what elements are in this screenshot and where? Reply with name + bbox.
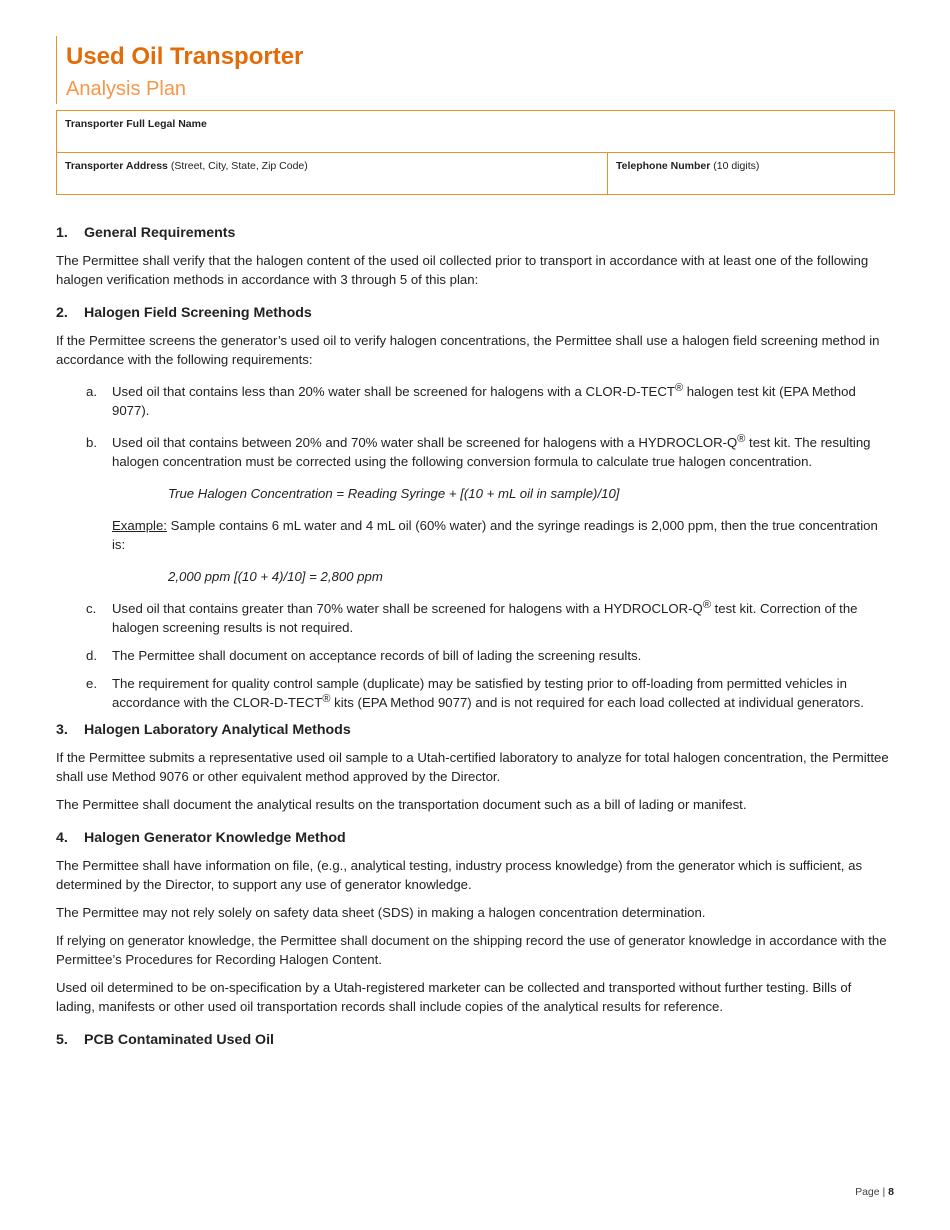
section-title: Halogen Laboratory Analytical Methods: [84, 722, 351, 738]
list-item-text: Used oil that contains less than 20% water shall be screened for halogens with a CLOR-D-TECT® halogen test kit (EPA Method 9077).: [112, 382, 856, 418]
transporter-address-field[interactable]: [57, 153, 608, 195]
telephone-number-label: Telephone Number: [616, 160, 711, 172]
registered-mark: ®: [674, 382, 684, 394]
section-number: 1.: [56, 225, 68, 241]
paragraph: Used oil determined to be on-specification by a Utah-registered marketer can be collected and transported without further testing. Bills of lading, manifests or other used oil transportation records shall include copies of the analytical results for reference.: [56, 980, 852, 1014]
example-formula: 2,000 ppm [(10 + 4)/10] = 2,800 ppm: [168, 569, 383, 584]
section-heading-pcb-contaminated: [56, 1029, 891, 1051]
example-text: Sample contains 6 mL water and 4 mL oil (60% water) and the syringe readings is 2,000 ppm, then the true concentration is:: [112, 518, 878, 552]
telephone-number-hint: (10 digits): [713, 160, 760, 172]
example-paragraph: [56, 516, 891, 554]
list-item-text: Used oil that contains greater than 70% water shall be screened for halogens with a HYDROCLOR-Q® test kit. Correction of the halogen screening results is not required.: [112, 599, 858, 635]
telephone-number-field[interactable]: [608, 153, 895, 195]
section-heading-generator-knowledge: [56, 827, 891, 849]
registered-mark: ®: [737, 433, 746, 445]
section-heading-general-requirements: [56, 222, 891, 244]
paragraph: The Permittee shall document the analytical results on the transportation document such as a bill of lading or manifest.: [56, 797, 747, 812]
list-letter: c.: [86, 601, 97, 616]
list-item-text: The Permittee shall document on acceptance records of bill of lading the screening results.: [112, 648, 642, 663]
paragraph: The Permittee shall have information on file, (e.g., analytical testing, industry process knowledge) from the generator which is sufficient, as determined by the Director, to support any use of generator knowledge.: [56, 858, 863, 892]
paragraph: If the Permittee screens the generator’s used oil to verify halogen concentrations, the Permittee shall use a halogen field screening method in accordance with the following requirements:: [56, 333, 880, 367]
list-letter: b.: [86, 435, 97, 450]
document-title: Used Oil Transporter: [66, 43, 304, 70]
list-item-c: [56, 599, 891, 637]
section-title: General Requirements: [84, 225, 236, 241]
list-item-b: [56, 433, 891, 471]
page-footer: [855, 1186, 894, 1198]
paragraph: If the Permittee submits a representative used oil sample to a Utah-certified laboratory to analyze for total halogen concentration, the Permittee shall use Method 9076 or other equivalent method approved by the Director.: [56, 750, 889, 784]
list-letter: a.: [86, 384, 97, 399]
title-block: [56, 36, 303, 104]
paragraph: If relying on generator knowledge, the Permittee shall document on the shipping record the use of generator knowledge in accordance with the Permittee’s Procedures for Recording Halogen Content.: [56, 933, 887, 967]
paragraph: The Permittee may not rely solely on safety data sheet (SDS) in making a halogen concentration determination.: [56, 905, 706, 920]
list-item-a: [56, 382, 891, 420]
section-title: PCB Contaminated Used Oil: [84, 1032, 274, 1048]
registered-mark: ®: [322, 693, 331, 705]
paragraph: The Permittee shall verify that the halogen content of the used oil collected prior to transport in accordance with at least one of the following halogen verification methods in accordance with 3 through 5 of this plan:: [56, 253, 869, 287]
section-title: Halogen Field Screening Methods: [84, 305, 312, 321]
section-heading-halogen-field-screening: [56, 302, 891, 324]
list-letter: e.: [86, 676, 97, 691]
conversion-formula: True Halogen Concentration = Reading Syringe + [(10 + mL oil in sample)/10]: [168, 486, 620, 501]
section-heading-laboratory-methods: [56, 719, 891, 741]
section-number: 4.: [56, 830, 68, 846]
page-label: Page |: [855, 1186, 886, 1198]
document-subtitle: Analysis Plan: [66, 78, 187, 100]
example-label: Example:: [112, 518, 167, 533]
page-number: 8: [888, 1186, 894, 1198]
transporter-address-hint: (Street, City, State, Zip Code): [170, 160, 308, 172]
document-body: [56, 222, 891, 1051]
section-number: 5.: [56, 1032, 68, 1048]
list-item-text: Used oil that contains between 20% and 70% water shall be screened for halogens with a HYDROCLOR-Q® test kit. The resulting halogen concentration must be corrected using the following conversion formula to calculate true halogen concentration.: [112, 433, 871, 469]
section-number: 3.: [56, 722, 68, 738]
list-letter: d.: [86, 648, 97, 663]
list-item-text: The requirement for quality control sample (duplicate) may be satisfied by testing prior to off-loading from permitted vehicles in accordance with the CLOR-D-TECT® kits (EPA Method 9077) and is not required for each load collected at individual generators.: [112, 676, 864, 710]
list-item-e: [56, 674, 891, 712]
transporter-info-table: [56, 110, 895, 195]
list-item-d: [56, 646, 891, 665]
transporter-name-field[interactable]: [57, 111, 895, 153]
transporter-address-label: Transporter Address: [65, 160, 168, 172]
section-title: Halogen Generator Knowledge Method: [84, 830, 346, 846]
registered-mark: ®: [702, 599, 711, 611]
section-number: 2.: [56, 305, 68, 321]
transporter-name-label: Transporter Full Legal Name: [65, 118, 207, 130]
